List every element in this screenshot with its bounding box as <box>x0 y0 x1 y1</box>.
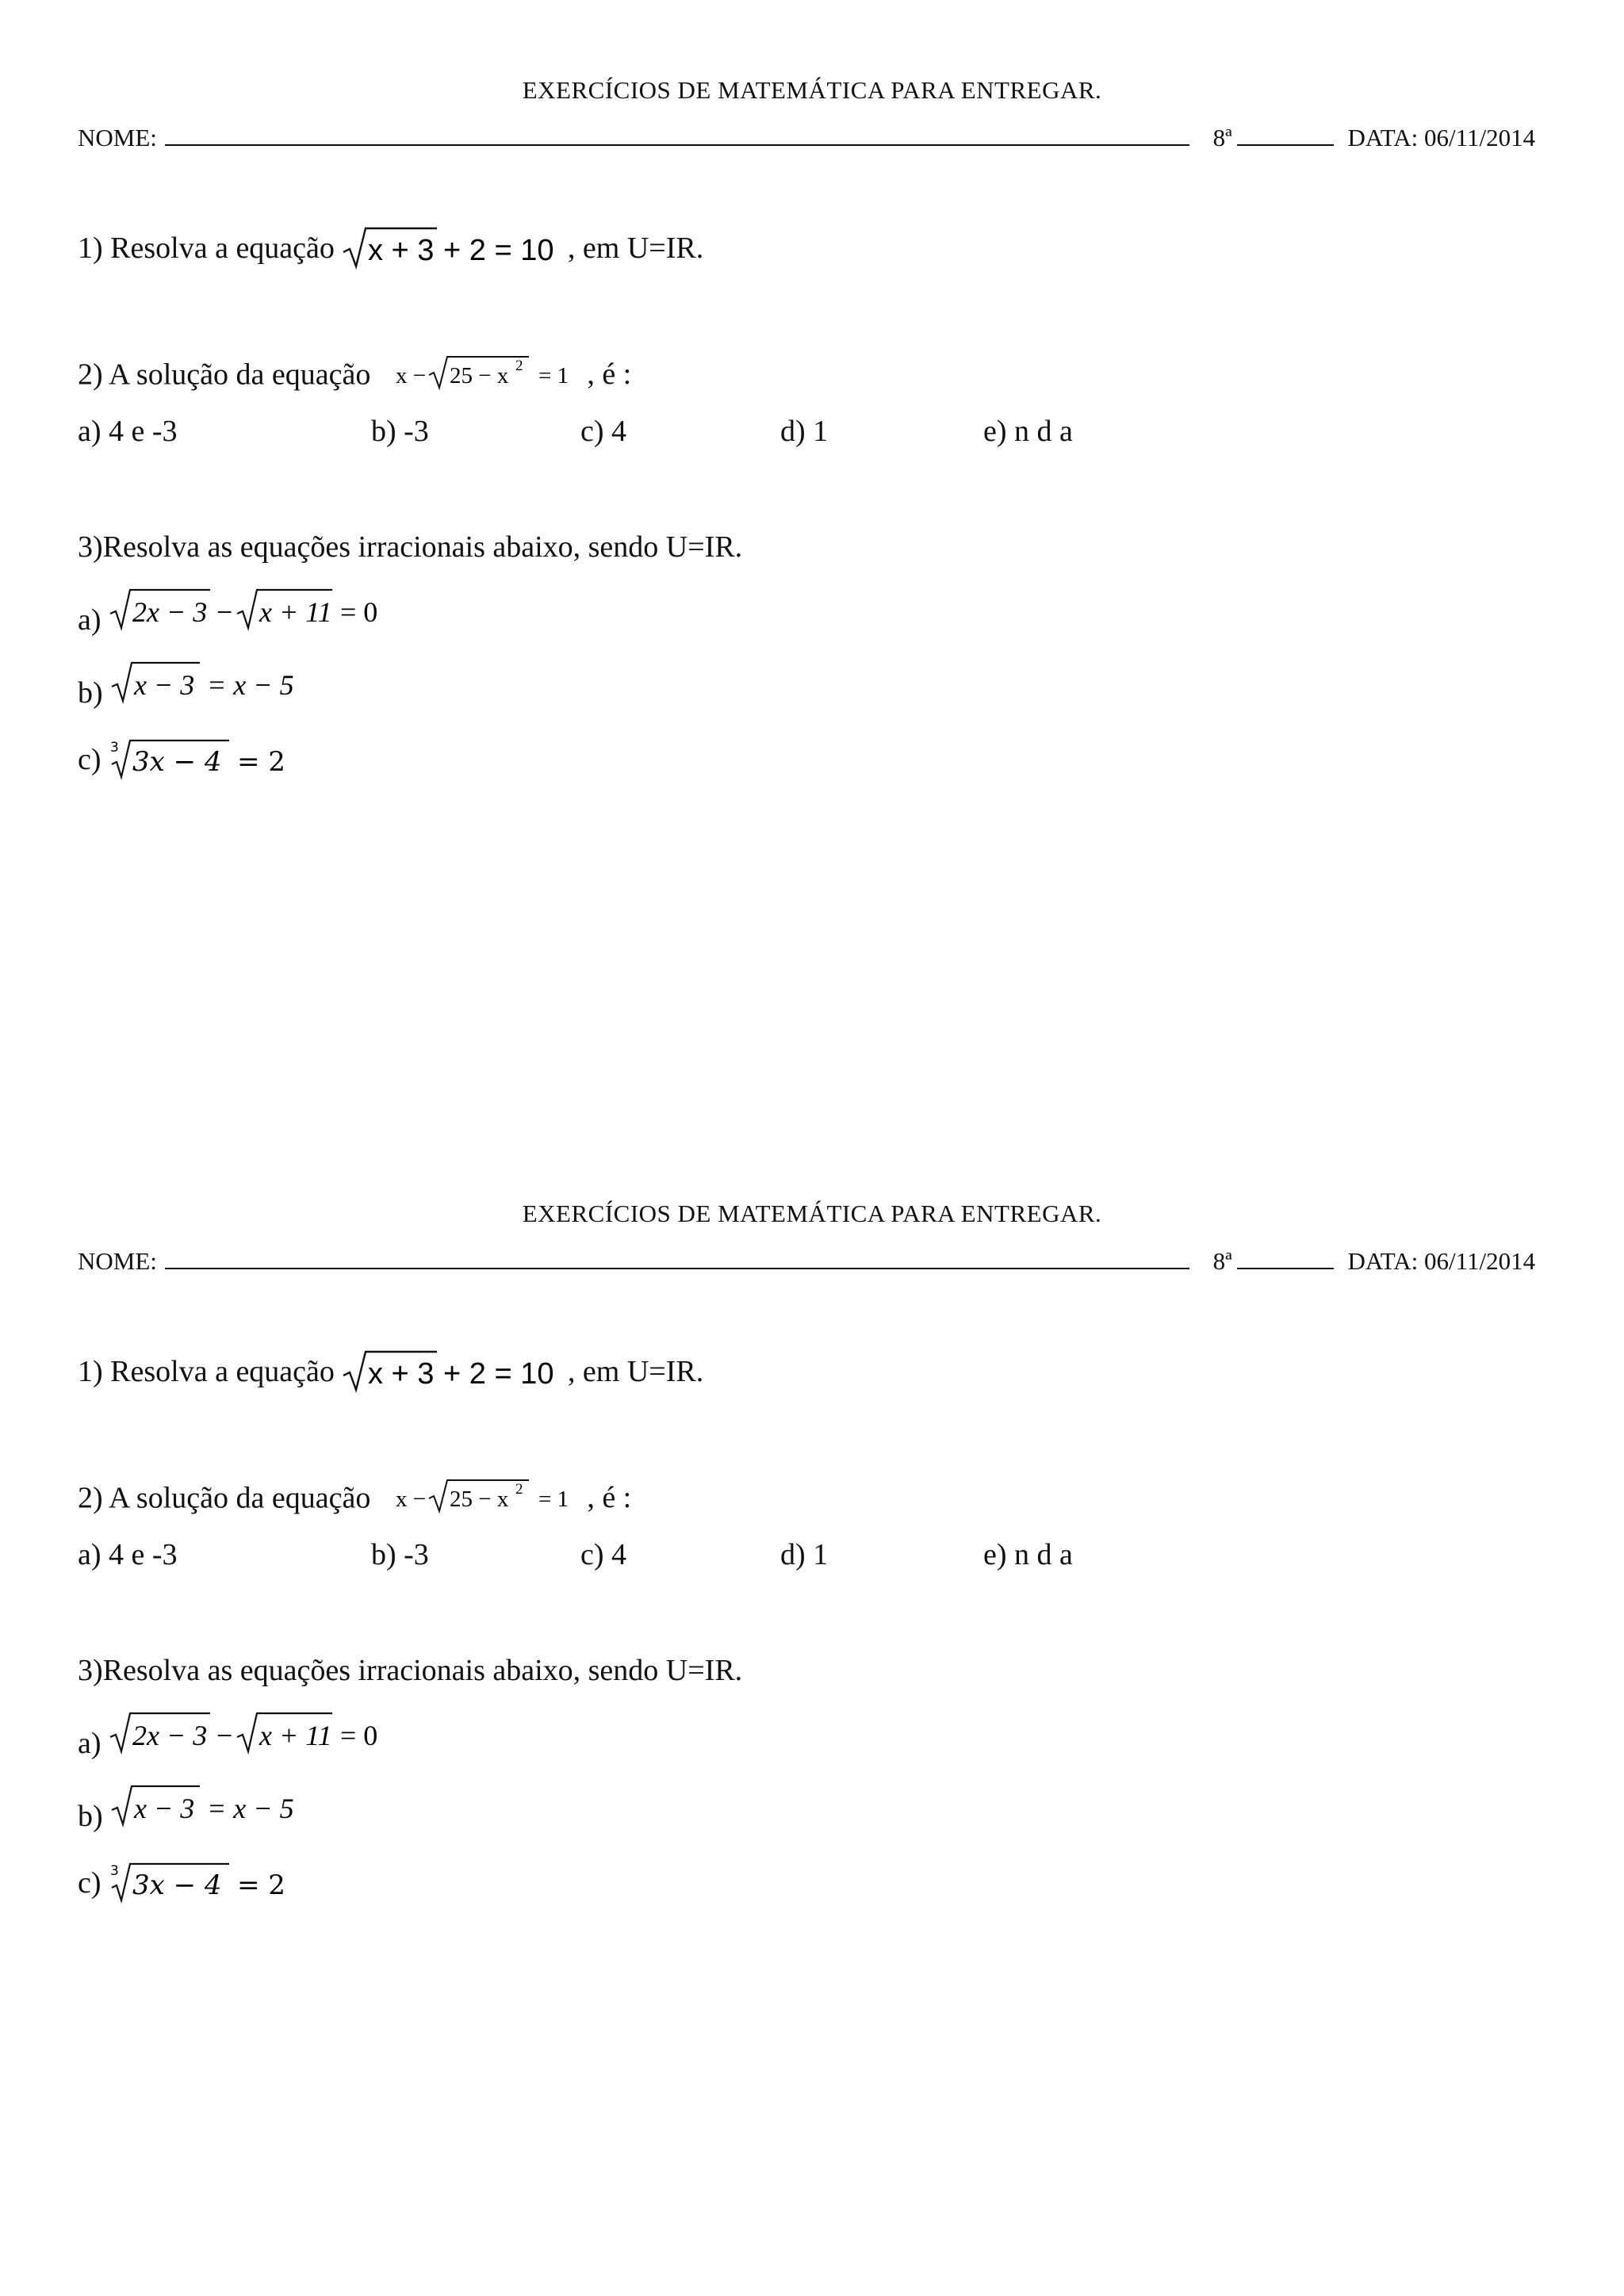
equation-2-rest: = 1 <box>538 1487 569 1513</box>
equation-2-radicand: 25 − x <box>449 1487 509 1513</box>
question-3c <box>78 1859 299 1907</box>
option-d[interactable]: d) 1 <box>780 415 829 448</box>
question-3a-label: a) <box>78 603 102 637</box>
equation-3c-radicand: 3x − 4 <box>132 1869 222 1901</box>
question-3b <box>78 660 316 710</box>
question-3c-label: c) <box>78 1866 102 1900</box>
equation-2 <box>396 354 594 394</box>
equation-2-lead: x − <box>395 363 426 389</box>
equation-2-exponent: 2 <box>515 1481 523 1498</box>
equation-1-rest: + 2 = 10 <box>443 1357 554 1391</box>
question-3b-label: b) <box>78 1800 103 1833</box>
question-3a <box>78 1710 410 1758</box>
name-label: NOME: <box>78 1247 157 1275</box>
equation-3b-svg <box>110 1783 316 1831</box>
equation-1 <box>342 1349 560 1395</box>
question-1-suffix: , em U=IR. <box>567 1355 704 1388</box>
equation-3c-svg <box>109 736 299 783</box>
question-3b-label: b) <box>78 676 103 710</box>
question-1 <box>78 225 703 271</box>
question-3b <box>78 1783 316 1831</box>
question-2 <box>78 1478 631 1517</box>
grade-blank-line[interactable] <box>1237 1247 1334 1269</box>
equation-3a-svg <box>109 1710 410 1758</box>
equation-1-radicand: x + 3 <box>368 234 435 267</box>
question-2-suffix: , é : <box>587 1481 632 1515</box>
name-label: NOME: <box>78 124 157 151</box>
equation-3a-radicand-1: 2x − 3 <box>132 596 208 628</box>
equation-1-radicand: x + 3 <box>368 1357 435 1391</box>
equation-3c-svg <box>109 1859 299 1907</box>
grade-label: 8ª <box>1212 124 1232 151</box>
equation-2-exponent: 2 <box>515 358 523 375</box>
equation-2-radicand: 25 − x <box>449 363 509 389</box>
equation-3a-svg <box>109 587 410 634</box>
question-1-suffix: , em U=IR. <box>567 232 704 265</box>
equation-3c-rest: = 2 <box>237 1869 285 1901</box>
option-b[interactable]: b) -3 <box>371 1538 429 1571</box>
equation-3a-operator: − <box>216 1720 233 1751</box>
option-a[interactable]: a) 4 e -3 <box>78 1538 178 1571</box>
equation-2-rest: = 1 <box>538 363 569 389</box>
equation-1 <box>342 225 560 271</box>
equation-2-lead: x − <box>395 1487 426 1513</box>
option-c[interactable]: c) 4 <box>580 415 627 448</box>
grade-blank-line[interactable] <box>1237 124 1334 146</box>
equation-3a-rest: = 0 <box>340 1720 378 1751</box>
equation-3a-operator: − <box>216 596 233 628</box>
question-3a <box>78 587 410 637</box>
equation-3b-rest: = x − 5 <box>207 1793 294 1824</box>
exercise-sheet-1 <box>0 0 1624 1110</box>
option-e[interactable]: e) n d a <box>983 1538 1073 1571</box>
name-blank-line[interactable] <box>165 124 1189 146</box>
question-2-prefix: 2) A solução da equação <box>78 358 371 392</box>
date-label: DATA: 06/11/2014 <box>1347 124 1536 151</box>
question-3c <box>78 736 299 783</box>
option-e[interactable]: e) n d a <box>983 415 1073 448</box>
equation-3a-radicand-2: x + 11 <box>259 1720 332 1751</box>
equation-3a <box>109 587 410 634</box>
exercise-sheet-2 <box>0 1123 1624 2233</box>
equation-3c-index: 3 <box>110 1863 119 1879</box>
question-2-suffix: , é : <box>587 358 632 392</box>
date-label: DATA: 06/11/2014 <box>1347 1247 1536 1275</box>
option-d[interactable]: d) 1 <box>780 1538 829 1571</box>
equation-3a-radicand-1: 2x − 3 <box>132 1720 208 1751</box>
page-title: EXERCÍCIOS DE MATEMÁTICA PARA ENTREGAR. <box>522 76 1102 104</box>
equation-2-svg <box>396 1478 594 1517</box>
question-3a-label: a) <box>78 1727 102 1760</box>
page-title: EXERCÍCIOS DE MATEMÁTICA PARA ENTREGAR. <box>522 1200 1102 1227</box>
equation-2 <box>396 1478 594 1517</box>
equation-3c-radicand: 3x − 4 <box>132 746 222 778</box>
equation-3b <box>110 1783 316 1831</box>
question-1-prefix: 1) Resolva a equação <box>78 232 335 265</box>
equation-3a-radicand-2: x + 11 <box>259 596 332 628</box>
equation-1-rest: + 2 = 10 <box>443 234 554 267</box>
question-2-prefix: 2) A solução da equação <box>78 1481 371 1515</box>
question-1 <box>78 1349 703 1395</box>
name-blank-line[interactable] <box>165 1247 1189 1269</box>
equation-3a <box>109 1710 410 1758</box>
equation-2-svg <box>396 354 594 394</box>
header-fields <box>78 124 1553 152</box>
equation-3c-rest: = 2 <box>237 746 285 778</box>
option-b[interactable]: b) -3 <box>371 415 429 448</box>
grade-label: 8ª <box>1212 1247 1232 1275</box>
header-fields <box>78 1247 1553 1276</box>
equation-1-svg <box>342 225 560 271</box>
equation-3c <box>109 736 299 783</box>
question-3-prompt: 3)Resolva as equações irracionais abaixo, sendo U=IR. <box>78 1654 743 1687</box>
question-3-prompt: 3)Resolva as equações irracionais abaixo, sendo U=IR. <box>78 530 743 564</box>
equation-3b <box>110 660 316 707</box>
question-3c-label: c) <box>78 743 102 776</box>
equation-3b-radicand: x − 3 <box>134 669 195 701</box>
equation-3b-radicand: x − 3 <box>134 1793 195 1824</box>
equation-3c <box>109 1859 299 1907</box>
question-2 <box>78 354 631 394</box>
equation-3c-index: 3 <box>110 740 119 756</box>
option-c[interactable]: c) 4 <box>580 1538 627 1571</box>
equation-3b-rest: = x − 5 <box>207 669 294 701</box>
equation-1-svg <box>342 1349 560 1395</box>
equation-3a-rest: = 0 <box>340 596 378 628</box>
question-1-prefix: 1) Resolva a equação <box>78 1355 335 1388</box>
equation-3b-svg <box>110 660 316 707</box>
option-a[interactable]: a) 4 e -3 <box>78 415 178 448</box>
